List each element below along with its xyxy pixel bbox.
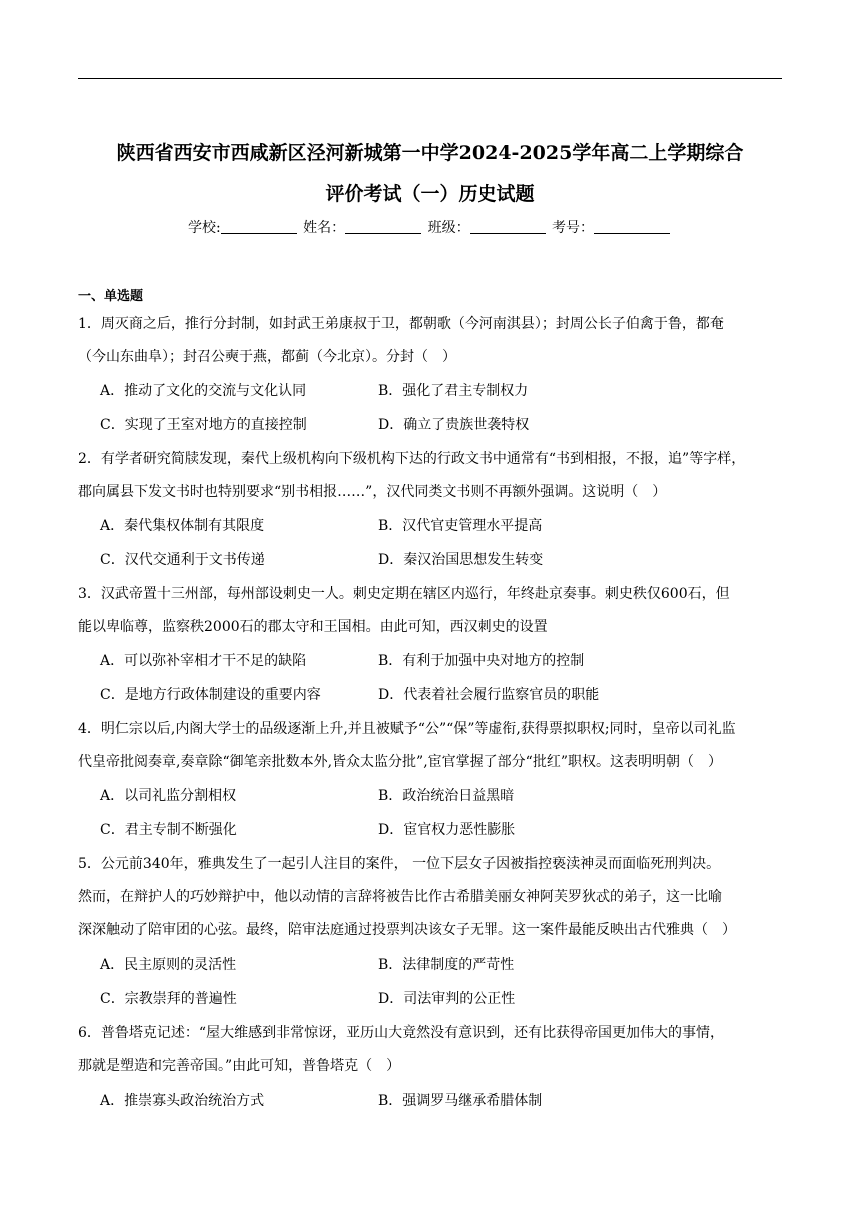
question-1-option-d[interactable]: D．确立了贵族世袭特权 xyxy=(378,417,530,433)
section-title: 一、单选题 xyxy=(78,289,144,304)
school-blank[interactable] xyxy=(221,219,297,234)
question-6-option-a[interactable]: A．推崇寡头政治统治方式 xyxy=(100,1093,265,1109)
question-2-option-c[interactable]: C．汉代交通利于文书传递 xyxy=(100,552,265,568)
question-4-line-1: 4．明仁宗以后,内阁大学士的品级逐渐上升,并且被赋予“公”“保”等虚衔,获得票拟职权;同时，皇帝以司礼监 xyxy=(78,721,736,737)
question-5-option-a[interactable]: A．民主原则的灵活性 xyxy=(100,957,237,973)
name-label: 姓名： xyxy=(303,220,346,236)
exam-title-line-1: 陕西省西安市西咸新区泾河新城第一中学2024-2025学年高二上学期综合 xyxy=(116,142,744,164)
name-blank[interactable] xyxy=(345,219,421,234)
question-6-line-2: 那就是塑造和完善帝国。”由此可知，普鲁塔克（ ） xyxy=(78,1058,401,1074)
question-1-line-1: 1．周灭商之后，推行分封制，如封武王弟康叔于卫，都朝歌（今河南淇县）；封周公长子伯禽于鲁，都奄 xyxy=(78,316,724,332)
question-3-option-b[interactable]: B．有利于加强中央对地方的控制 xyxy=(378,653,585,669)
question-4-option-d[interactable]: D．宦官权力恶性膨胀 xyxy=(378,822,516,838)
question-5-option-d[interactable]: D．司法审判的公正性 xyxy=(378,991,516,1007)
class-blank[interactable] xyxy=(470,219,546,234)
question-6-line-1: 6．普鲁塔克记述：“屋大维感到非常惊讶，亚历山大竟然没有意识到，还有比获得帝国更加伟大的事情， xyxy=(78,1025,725,1041)
question-1-option-a[interactable]: A．推动了文化的交流与文化认同 xyxy=(100,383,307,399)
question-3-option-c[interactable]: C．是地方行政体制建设的重要内容 xyxy=(100,687,321,703)
question-4-option-b[interactable]: B．政治统治日益黑暗 xyxy=(378,788,515,804)
question-4-option-a[interactable]: A．以司礼监分割相权 xyxy=(100,788,237,804)
question-2-option-a[interactable]: A．秦代集权体制有其限度 xyxy=(100,518,265,534)
header-rule xyxy=(78,78,782,79)
exam-number-label: 考号： xyxy=(552,220,595,236)
question-1-option-c[interactable]: C．实现了王室对地方的直接控制 xyxy=(100,417,307,433)
question-2-line-2: 郡向属县下发文书时也特别要求“别书相报……”，汉代同类文书则不再额外强调。这说明（ ） xyxy=(78,484,667,500)
question-5-line-2: 然而，在辩护人的巧妙辩护中，他以动情的言辞将被告比作古希腊美丽女神阿芙罗狄忒的弟子，这一比喻 xyxy=(78,889,722,905)
question-4-option-c[interactable]: C．君主专制不断强化 xyxy=(100,822,237,838)
class-label: 班级： xyxy=(427,220,470,236)
question-3-option-a[interactable]: A．可以弥补宰相才干不足的缺陷 xyxy=(100,653,307,669)
question-3-line-1: 3．汉武帝置十三州部，每州部设刺史一人。刺史定期在辖区内巡行，年终赴京奏事。刺史秩仅600石，但 xyxy=(78,586,730,602)
question-2-option-b[interactable]: B．汉代官吏管理水平提高 xyxy=(378,518,543,534)
question-6-option-b[interactable]: B．强调罗马继承希腊体制 xyxy=(378,1093,543,1109)
question-2-line-1: 2．有学者研究简牍发现，秦代上级机构向下级机构下达的行政文书中通常有“书到相报，不报，追”等字样， xyxy=(78,451,746,467)
exam-number-blank[interactable] xyxy=(594,219,670,234)
question-5-line-3: 深深触动了陪审团的心弦。最终，陪审法庭通过投票判决该女子无罪。这一案件最能反映出古代雅典（ ） xyxy=(78,922,736,938)
school-label: 学校: xyxy=(187,220,221,236)
student-info-fields xyxy=(60,218,800,238)
question-3-option-d[interactable]: D．代表着社会履行监察官员的职能 xyxy=(378,687,600,703)
question-1-line-2: （今山东曲阜）；封召公奭于燕，都蓟（今北京）。分封（ ） xyxy=(78,349,456,365)
question-5-option-b[interactable]: B．法律制度的严苛性 xyxy=(378,957,515,973)
question-2-option-d[interactable]: D．秦汉治国思想发生转变 xyxy=(378,552,544,568)
question-1-option-b[interactable]: B．强化了君主专制权力 xyxy=(378,383,529,399)
question-4-line-2: 代皇帝批阅奏章,奏章除“御笔亲批数本外,皆众太监分批”,宦官掌握了部分“批红”职权。这表明明朝（ ） xyxy=(78,754,722,770)
question-3-line-2: 能以卑临尊，监察秩2000石的郡太守和王国相。由此可知，西汉刺史的设置 xyxy=(78,619,548,635)
exam-title-line-2: 评价考试（一）历史试题 xyxy=(325,183,535,205)
question-5-option-c[interactable]: C．宗教崇拜的普遍性 xyxy=(100,991,237,1007)
question-5-line-1: 5．公元前340年，雅典发生了一起引人注目的案件， 一位下层女子因被指控亵渎神灵而面临死刑判决。 xyxy=(78,856,721,872)
